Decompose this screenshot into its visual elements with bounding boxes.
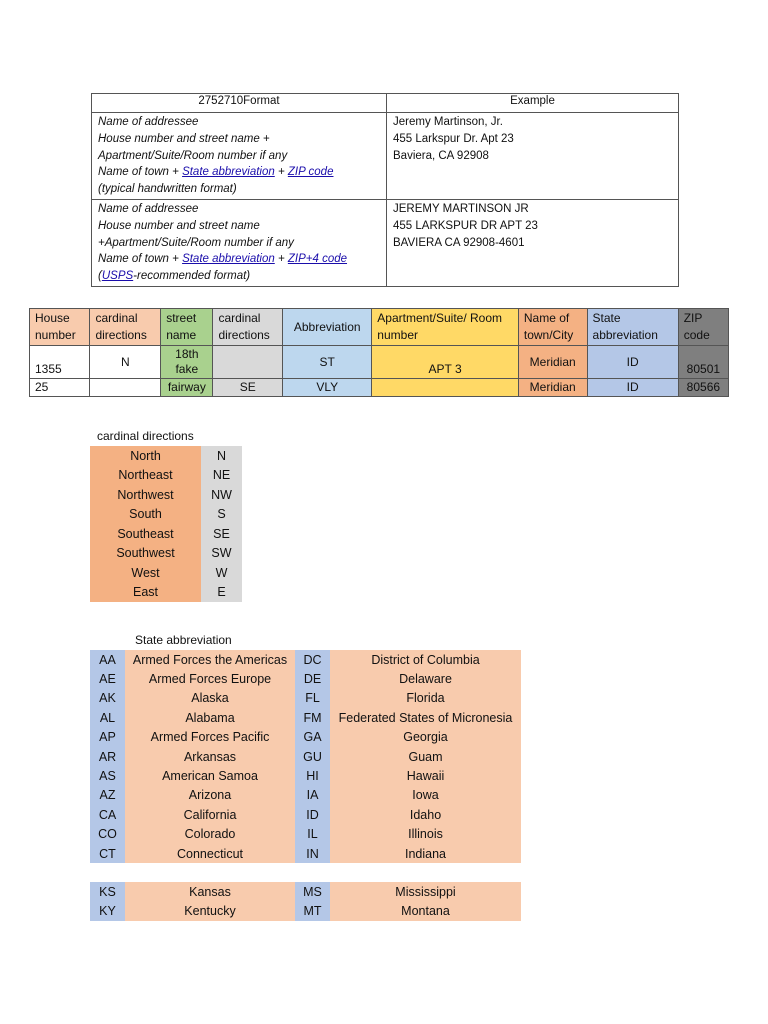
state-abbr: DE (295, 669, 330, 688)
state-abbr: IA (295, 786, 330, 805)
format-line (98, 251, 380, 268)
abbreviation-cell: VLY (283, 379, 372, 397)
state-name: Colorado (125, 825, 295, 844)
state-row (90, 766, 521, 785)
state-abbr: CT (90, 844, 125, 863)
cardinal-direction-cell: N (90, 346, 161, 379)
state-row (90, 650, 521, 669)
format-text: House number and street name (98, 219, 260, 232)
state-row (90, 844, 521, 863)
direction-name: Northeast (90, 466, 201, 486)
cardinal-directions-header-1: cardinal directions (90, 309, 161, 346)
example-cell (387, 113, 679, 200)
example-line: 455 Larkspur Dr. Apt 23 (393, 132, 514, 145)
state-name: District of Columbia (330, 650, 521, 669)
example-column-header: Example (387, 94, 679, 113)
format-table-row (92, 113, 679, 200)
state-abbr: ID (295, 805, 330, 824)
state-header: State abbreviation (587, 309, 678, 346)
state-abbr: AL (90, 708, 125, 727)
zip-cell: 80501 (678, 346, 728, 379)
state-name: Arkansas (125, 747, 295, 766)
state-abbr: FM (295, 708, 330, 727)
format-line (98, 268, 380, 285)
address-row (30, 379, 729, 397)
state-name: Georgia (330, 728, 521, 747)
state-row (90, 825, 521, 844)
state-abbr: CA (90, 805, 125, 824)
format-line (98, 148, 380, 165)
state-abbr: AS (90, 766, 125, 785)
state-abbr: AR (90, 747, 125, 766)
address-format-table (91, 93, 679, 287)
cardinal-direction-cell (213, 346, 283, 379)
direction-name: Southwest (90, 544, 201, 564)
format-text: Apartment/Suite/Room number if any (98, 149, 288, 162)
abbreviation-cell: ST (283, 346, 372, 379)
state-abbr: AZ (90, 786, 125, 805)
direction-abbr: SW (201, 544, 242, 564)
zip-header: ZIP code (678, 309, 728, 346)
house-number-header: House number (30, 309, 90, 346)
cardinal-directions-header-2: cardinal directions (213, 309, 283, 346)
direction-name: North (90, 446, 201, 466)
state-abbreviation-table (90, 650, 521, 863)
state-abbr: MT (295, 901, 330, 920)
house-number-cell: 1355 (30, 346, 90, 379)
format-line (98, 235, 380, 252)
state-name: California (125, 805, 295, 824)
state-abbr: IN (295, 844, 330, 863)
state-row (90, 669, 521, 688)
abbreviation-header: Abbreviation (283, 309, 372, 346)
direction-abbr: W (201, 563, 242, 583)
format-text: -recommended format) (133, 270, 251, 283)
apartment-header: Apartment/Suite/ Room number (372, 309, 519, 346)
format-text: + (274, 253, 288, 266)
format-line (98, 114, 380, 131)
state-abbr: GU (295, 747, 330, 766)
state-name: Illinois (330, 825, 521, 844)
example-line: BAVIERA CA 92908-4601 (393, 236, 525, 249)
cardinal-direction-row (90, 524, 242, 544)
state-name: Indiana (330, 844, 521, 863)
state-abbreviation-table-continued (90, 882, 521, 921)
format-link[interactable]: ZIP code (287, 166, 334, 179)
direction-abbr: SE (201, 524, 242, 544)
state-row (90, 728, 521, 747)
state-row (90, 786, 521, 805)
cardinal-directions-title: cardinal directions (97, 429, 194, 443)
direction-name: East (90, 583, 201, 603)
direction-name: Northwest (90, 485, 201, 505)
cardinal-direction-row (90, 544, 242, 564)
format-text: ( (98, 270, 102, 283)
format-description-cell (92, 199, 387, 286)
format-text: (typical handwritten format) (98, 183, 237, 196)
format-link[interactable]: USPS (101, 270, 134, 283)
format-text: Name of addressee (98, 116, 199, 128)
state-name: Armed Forces the Americas (125, 650, 295, 669)
format-text: Name of town + (98, 166, 183, 179)
cardinal-direction-row (90, 563, 242, 583)
state-abbr: FL (295, 689, 330, 708)
street-name-header: street name (161, 309, 213, 346)
state-cell: ID (587, 346, 678, 379)
state-row (90, 747, 521, 766)
format-text: + (274, 166, 288, 179)
example-cell (387, 199, 679, 286)
address-table-header-row (30, 309, 729, 346)
cardinal-direction-row (90, 583, 242, 603)
state-name: Arizona (125, 786, 295, 805)
example-line: JEREMY MARTINSON JR (393, 202, 529, 215)
format-text: +Apartment/Suite/Room number if any (98, 236, 294, 249)
state-abbreviation-title: State abbreviation (135, 633, 232, 647)
direction-abbr: NE (201, 466, 242, 486)
format-description-cell (92, 113, 387, 200)
state-abbr: IL (295, 825, 330, 844)
state-name: Idaho (330, 805, 521, 824)
state-abbr: AA (90, 650, 125, 669)
state-row (90, 882, 521, 901)
zip-cell: 80566 (678, 379, 728, 397)
format-line (98, 131, 380, 148)
format-table-header-row (92, 94, 679, 113)
state-name: Kansas (125, 882, 295, 901)
state-row (90, 689, 521, 708)
apartment-cell (372, 379, 519, 397)
format-line (98, 201, 380, 218)
state-abbr: GA (295, 728, 330, 747)
state-name: Delaware (330, 669, 521, 688)
format-text: House number and street name + (98, 132, 270, 145)
state-name: Alaska (125, 689, 295, 708)
address-breakdown-table (29, 308, 729, 397)
cardinal-direction-row (90, 505, 242, 525)
format-link[interactable]: State abbreviation (182, 253, 275, 266)
state-abbr: HI (295, 766, 330, 785)
apartment-cell: APT 3 (372, 346, 519, 379)
cardinal-direction-row (90, 466, 242, 486)
state-abbr: KY (90, 901, 125, 920)
example-line: Jeremy Martinson, Jr. (393, 116, 503, 128)
direction-name: South (90, 505, 201, 525)
direction-abbr: S (201, 505, 242, 525)
format-link[interactable]: State abbreviation (182, 166, 275, 179)
format-table-row (92, 199, 679, 286)
direction-abbr: N (201, 446, 242, 466)
state-name: Kentucky (125, 901, 295, 920)
cardinal-direction-cell: SE (213, 379, 283, 397)
state-name: Hawaii (330, 766, 521, 785)
house-number-cell: 25 (30, 379, 90, 397)
state-row (90, 708, 521, 727)
state-abbr: MS (295, 882, 330, 901)
town-cell: Meridian (518, 379, 587, 397)
state-name: Connecticut (125, 844, 295, 863)
street-name-cell: fairway (161, 379, 213, 397)
cardinal-direction-cell (90, 379, 161, 397)
state-row (90, 901, 521, 920)
example-line: 455 LARKSPUR DR APT 23 (393, 219, 538, 232)
format-column-header: 2752710Format (92, 94, 387, 113)
state-name: Iowa (330, 786, 521, 805)
cardinal-directions-table (90, 446, 242, 602)
direction-abbr: E (201, 583, 242, 603)
state-name: Federated States of Micronesia (330, 708, 521, 727)
address-row (30, 346, 729, 379)
state-name: Armed Forces Europe (125, 669, 295, 688)
state-abbr: AK (90, 689, 125, 708)
state-abbr: AP (90, 728, 125, 747)
state-name: Montana (330, 901, 521, 920)
example-line: Baviera, CA 92908 (393, 149, 489, 162)
state-abbr: DC (295, 650, 330, 669)
state-name: Florida (330, 689, 521, 708)
cardinal-direction-row (90, 446, 242, 466)
format-line (98, 218, 380, 235)
state-abbr: AE (90, 669, 125, 688)
format-line (98, 181, 380, 198)
format-line (98, 164, 380, 181)
state-name: Mississippi (330, 882, 521, 901)
state-abbr: CO (90, 825, 125, 844)
town-cell: Meridian (518, 346, 587, 379)
state-name: American Samoa (125, 766, 295, 785)
state-abbr: KS (90, 882, 125, 901)
state-name: Guam (330, 747, 521, 766)
direction-name: Southeast (90, 524, 201, 544)
state-row (90, 805, 521, 824)
format-link[interactable]: ZIP+4 code (287, 253, 348, 266)
town-header: Name of town/City (518, 309, 587, 346)
direction-abbr: NW (201, 485, 242, 505)
cardinal-direction-row (90, 485, 242, 505)
format-text: Name of town + (98, 253, 183, 266)
street-name-cell: 18th fake (161, 346, 213, 379)
state-cell: ID (587, 379, 678, 397)
direction-name: West (90, 563, 201, 583)
format-text: Name of addressee (98, 202, 199, 215)
state-name: Armed Forces Pacific (125, 728, 295, 747)
state-name: Alabama (125, 708, 295, 727)
